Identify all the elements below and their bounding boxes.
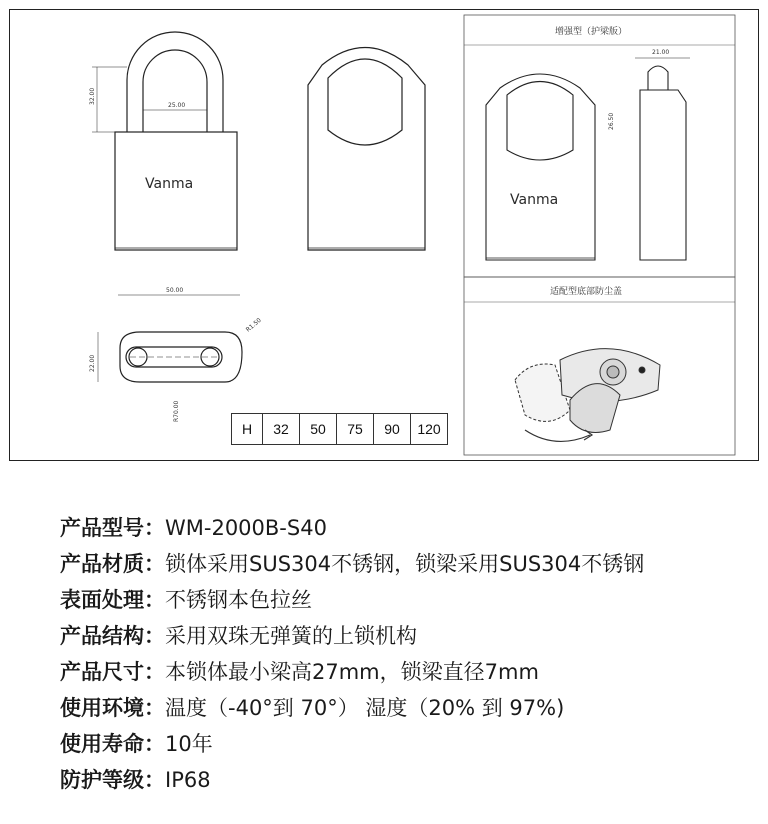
- side-shackle-shroud: [328, 59, 402, 145]
- spec-label: 防护等级：: [60, 768, 165, 792]
- size-cell: 90: [374, 414, 411, 445]
- spec-label: 产品材质：: [60, 552, 165, 576]
- spec-list: [60, 510, 644, 798]
- front-view-padlock: [92, 32, 237, 250]
- guard-front-view: [486, 74, 595, 260]
- top-radius1-dim: R1.50: [244, 316, 263, 334]
- front-brand-label: Vanma: [145, 176, 194, 192]
- spec-row-material: [60, 546, 644, 582]
- guard-side-view: [635, 58, 690, 260]
- front-shackle: [127, 32, 223, 133]
- spec-row-finish: [60, 582, 644, 618]
- spec-row-environment: [60, 690, 644, 726]
- size-cell: 32: [263, 414, 300, 445]
- spec-label: 表面处理：: [60, 588, 165, 612]
- top-view-padlock: [98, 295, 242, 382]
- guard-brand-label: Vanma: [510, 192, 559, 208]
- size-cell: 120: [411, 414, 448, 445]
- spec-value: 本锁体最小梁高27mm，锁梁直径7mm: [165, 660, 539, 684]
- guard-panel-title: 增强型（护梁版）: [555, 27, 628, 37]
- top-width-dim: 22.00: [89, 354, 96, 372]
- spec-row-protection: [60, 762, 644, 798]
- dust-cover-illustration: [515, 349, 660, 442]
- spec-row-model: [60, 510, 644, 546]
- size-cell: H: [232, 414, 263, 445]
- spec-label: 产品尺寸：: [60, 660, 165, 684]
- spec-label: 产品结构：: [60, 624, 165, 648]
- size-cell: 75: [337, 414, 374, 445]
- spec-value: 10年: [165, 732, 213, 756]
- spec-label: 使用环境：: [60, 696, 165, 720]
- spec-value: 不锈钢本色拉丝: [165, 588, 312, 612]
- spec-label: 使用寿命：: [60, 732, 165, 756]
- guard-height-dim: 26.50: [608, 112, 615, 130]
- size-table: [231, 413, 448, 445]
- size-cell: 50: [300, 414, 337, 445]
- spec-value: 采用双珠无弹簧的上锁机构: [165, 624, 417, 648]
- spec-row-lifespan: [60, 726, 644, 762]
- spec-value: WM-2000B-S40: [165, 516, 327, 540]
- drawing-canvas: [10, 10, 758, 460]
- side-view-padlock: [308, 48, 425, 251]
- spec-value: IP68: [165, 768, 211, 792]
- spec-value: 锁体采用SUS304不锈钢，锁梁采用SUS304不锈钢: [165, 552, 645, 576]
- spec-label: 产品型号：: [60, 516, 165, 540]
- front-height-dim: 32.00: [89, 87, 96, 105]
- top-length-dim: 50.00: [166, 287, 184, 294]
- size-table-row: [232, 414, 448, 445]
- top-radius2-dim: R70.00: [173, 400, 180, 422]
- spec-row-structure: [60, 618, 644, 654]
- cover-panel-title: 适配型底部防尘盖: [550, 287, 623, 297]
- technical-drawing: [9, 9, 759, 461]
- guard-side-width-dim: 21.00: [652, 49, 670, 56]
- spec-row-size: [60, 654, 644, 690]
- spec-value: 温度（-40°到 70°） 湿度（20% 到 97%): [165, 696, 565, 720]
- front-width-dim: 25.00: [168, 102, 186, 109]
